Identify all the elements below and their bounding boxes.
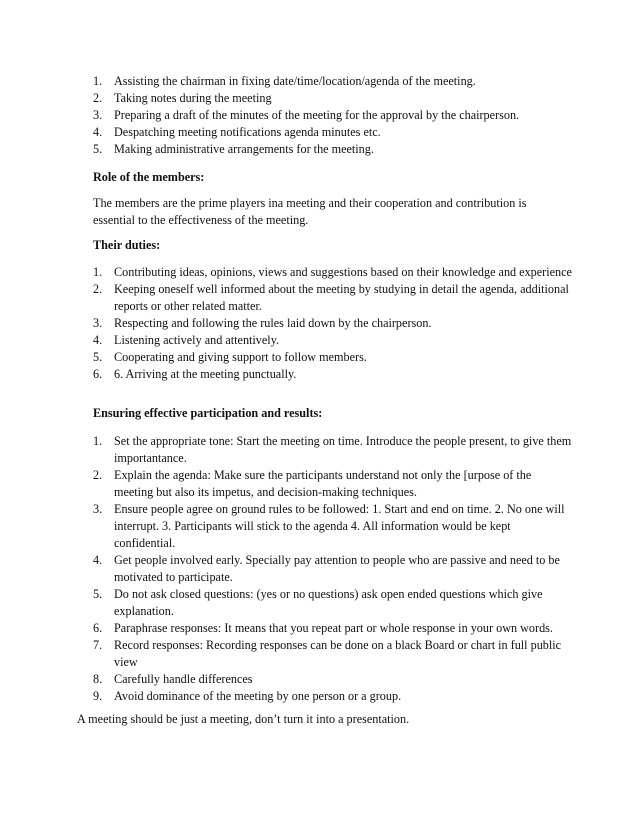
list-item-number: 5.: [93, 587, 103, 601]
list-item-number: 4.: [93, 125, 103, 139]
list-item-text: Assisting the chairman in fixing date/time/location/agenda of the meeting.: [114, 74, 476, 88]
list-item-text: Making administrative arrangements for the meeting.: [114, 142, 374, 156]
list-item-text: Respecting and following the rules laid down by the chairperson.: [114, 316, 432, 330]
list-item-text: Avoid dominance of the meeting by one person or a group.: [114, 689, 402, 703]
list-item-text: Get people involved early. Specially pay attention to people who are passive and need to be motivated to participate.: [114, 553, 560, 584]
list-item: [93, 671, 573, 688]
list-item-number: 6.: [93, 621, 103, 635]
list-item-text: Explain the agenda: Make sure the participants understand not only the [urpose of the meeting but also its impetus, and decision-making techniques.: [114, 468, 532, 499]
secretary-duties-list: [93, 73, 573, 158]
list-item: [93, 90, 573, 107]
list-item-text: Despatching meeting notifications agenda minutes etc.: [114, 125, 381, 139]
list-item: [93, 637, 573, 671]
list-item-text: Paraphrase responses: It means that you repeat part or whole response in your own words.: [114, 621, 553, 635]
list-item-number: 7.: [93, 638, 103, 652]
list-item-number: 4.: [93, 553, 103, 567]
participation-list: [93, 433, 573, 705]
list-item: [93, 141, 573, 158]
list-item: [93, 264, 573, 281]
list-item: [93, 332, 573, 349]
list-item-number: 1.: [93, 434, 103, 448]
list-item: [93, 124, 573, 141]
list-item-number: 2.: [93, 91, 103, 105]
participation-heading: Ensuring effective participation and results:: [93, 406, 323, 420]
list-item-text: Keeping oneself well informed about the meeting by studying in detail the agenda, additional reports or other related matter.: [114, 282, 569, 313]
list-item: [93, 349, 573, 366]
duties-heading: Their duties:: [93, 238, 161, 252]
list-item-text: Set the appropriate tone: Start the meeting on time. Introduce the people present, to give them importantance.: [114, 434, 572, 465]
list-item-text: Contributing ideas, opinions, views and suggestions based on their knowledge and experience: [114, 265, 572, 279]
list-item: [93, 586, 573, 620]
list-item: [93, 501, 573, 552]
list-item: [93, 73, 573, 90]
list-item: [93, 688, 573, 705]
list-item-number: 2.: [93, 282, 103, 296]
list-item: [93, 281, 573, 315]
list-item-text: Preparing a draft of the minutes of the meeting for the approval by the chairperson.: [114, 108, 520, 122]
list-item-number: 4.: [93, 333, 103, 347]
list-item-text: Taking notes during the meeting: [114, 91, 272, 105]
role-heading: Role of the members:: [93, 170, 205, 184]
list-item: [93, 620, 573, 637]
list-item-number: 1.: [93, 265, 103, 279]
list-item-number: 1.: [93, 74, 103, 88]
role-paragraph: The members are the prime players ina meeting and their cooperation and contribution is essential to the effectiveness of the meeting.: [93, 196, 527, 227]
list-item: [93, 433, 573, 467]
list-item-text: Cooperating and giving support to follow members.: [114, 350, 367, 364]
list-item-number: 3.: [93, 316, 103, 330]
list-item-number: 3.: [93, 502, 103, 516]
list-item-number: 9.: [93, 689, 103, 703]
list-item: [93, 107, 573, 124]
list-item-number: 6.: [93, 367, 103, 381]
closing-line: A meeting should be just a meeting, don’t turn it into a presentation.: [77, 712, 410, 726]
duties-list: [93, 264, 573, 383]
list-item-number: 3.: [93, 108, 103, 122]
list-item-text: Record responses: Recording responses can be done on a black Board or chart in full public view: [114, 638, 562, 669]
list-item-text: Carefully handle differences: [114, 672, 253, 686]
list-item: [93, 366, 573, 383]
list-item-text: Ensure people agree on ground rules to be followed: 1. Start and end on time. 2. No one will interrupt. 3. Participants will stick to the agenda 4. All information would be kept confidential.: [114, 502, 565, 550]
list-item-number: 5.: [93, 142, 103, 156]
list-item-text: Do not ask closed questions: (yes or no questions) ask open ended questions which give explanation.: [114, 587, 543, 618]
list-item-text: Listening actively and attentively.: [114, 333, 280, 347]
list-item-number: 8.: [93, 672, 103, 686]
list-item-number: 5.: [93, 350, 103, 364]
list-item: [93, 552, 573, 586]
list-item-number: 2.: [93, 468, 103, 482]
list-item: [93, 467, 573, 501]
list-item-text: 6. Arriving at the meeting punctually.: [114, 367, 297, 381]
list-item: [93, 315, 573, 332]
